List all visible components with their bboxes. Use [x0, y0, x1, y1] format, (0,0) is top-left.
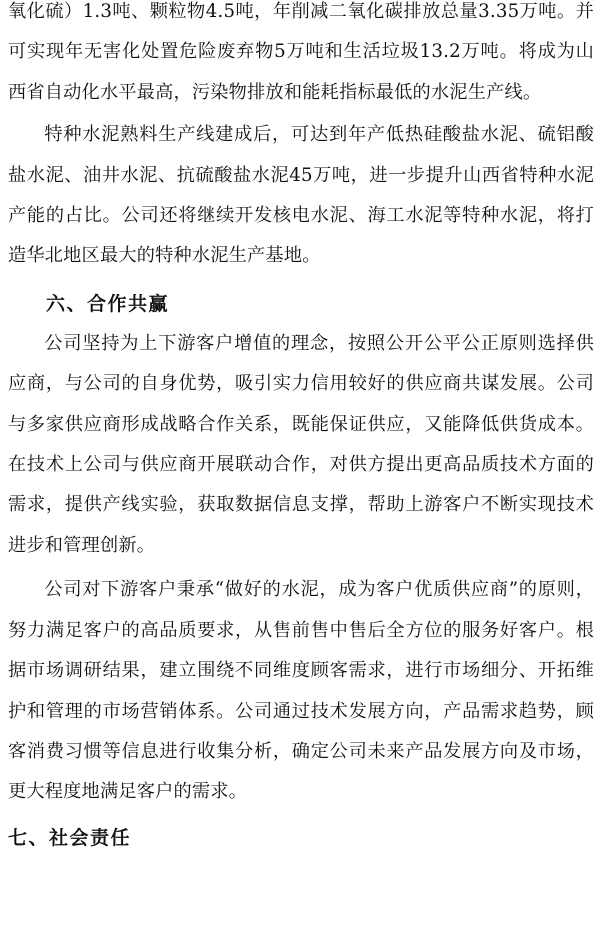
section-heading-social-responsibility: 七、社会责任: [8, 826, 132, 849]
section-heading-cooperation: 六、合作共赢: [46, 292, 170, 315]
paragraph-special-cement: 特种水泥熟料生产线建成后，可达到年产低热硅酸盐水泥、硫铝酸盐水泥、油井水泥、抗硫酸盐水泥45万吨，进一步提升山西省特种水泥产能的占比。公司还将继续开发核电水泥、海工水泥等特种水泥，将打造华北地区最大的特种水泥生产基地。: [8, 124, 594, 267]
paragraph-downstream-customers: 公司对下游客户秉承“做好的水泥，成为客户优质供应商”的原则，努力满足客户的高品质要求，从售前售中售后全方位的服务好客户。根据市场调研结果，建立围绕不同维度顾客需求，进行市场细分、开拓维护和管理的市场营销体系。公司通过技术发展方向，产品需求趋势，顾客消费习惯等信息进行收集分析，确定公司未来产品发展方向及市场，更大程度地满足客户的需求。: [8, 579, 594, 803]
paragraph-upstream-suppliers: 公司坚持为上下游客户增值的理念，按照公开公平公正原则选择供应商，与公司的自身优势，吸引实力信用较好的供应商共谋发展。公司与多家供应商形成战略合作关系，既能保证供应，又能降低供货成本。在技术上公司与供应商开展联动合作，对供方提出更高品质技术方面的需求，提供产线实验，获取数据信息支撑，帮助上游客户不断实现技术进步和管理创新。: [8, 332, 594, 556]
paragraph-emissions: 氧化硫）1.3吨、颗粒物4.5吨，年削减二氧化碳排放总量3.35万吨。并可实现年无害化处置危险废弃物5万吨和生活垃圾13.2万吨。将成为山西省自动化水平最高，污染物排放和能耗指标最低的水泥生产线。: [8, 1, 594, 103]
